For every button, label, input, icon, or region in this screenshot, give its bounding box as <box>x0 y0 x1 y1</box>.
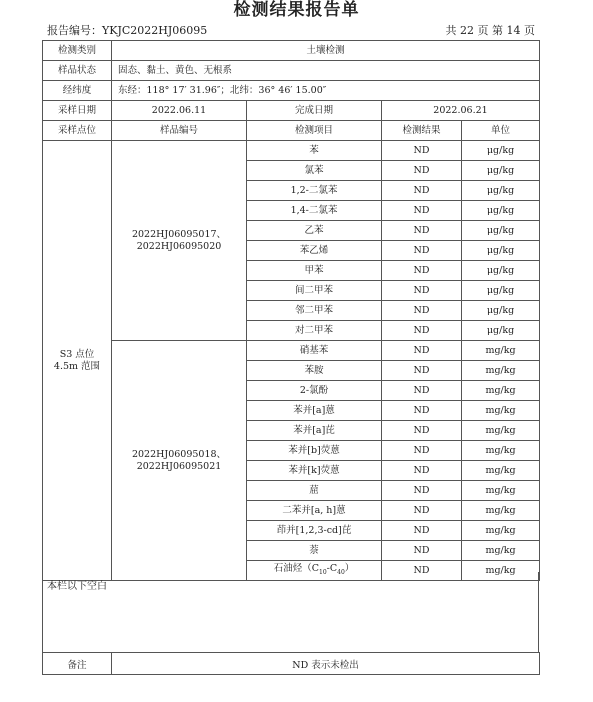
item-cell: 苯并[a]芘 <box>247 421 382 441</box>
item-cell: 甲苯 <box>247 261 382 281</box>
item-cell: 苯 <box>247 141 382 161</box>
item-cell: 1,2-二氯苯 <box>247 181 382 201</box>
result-cell: ND <box>382 181 462 201</box>
unit-cell: mg/kg <box>462 421 540 441</box>
category-label: 检测类别 <box>43 41 112 61</box>
item-cell: 萘 <box>247 541 382 561</box>
report-title: 检测结果报告单 <box>233 0 360 20</box>
table-row <box>43 141 540 161</box>
result-cell: ND <box>382 461 462 481</box>
item-text-part: -C <box>326 562 338 574</box>
unit-cell: mg/kg <box>462 561 540 581</box>
item-cell: 苯并[a]蒽 <box>247 401 382 421</box>
unit-cell: mg/kg <box>462 481 540 501</box>
result-cell: ND <box>382 401 462 421</box>
unit-cell: μg/kg <box>462 201 540 221</box>
unit-cell: mg/kg <box>462 401 540 421</box>
table-row <box>43 341 540 361</box>
coord-label: 经纬度 <box>43 81 112 101</box>
column-header-row <box>43 121 540 141</box>
result-table <box>42 40 540 581</box>
result-cell: ND <box>382 201 462 221</box>
item-cell: 茚并[1,2,3-cd]芘 <box>247 521 382 541</box>
coord-value: 东经：118° 17′ 31.96″；北纬：36° 46′ 15.00″ <box>112 81 540 101</box>
result-cell: ND <box>382 501 462 521</box>
col-result: 检测结果 <box>382 121 462 141</box>
unit-cell: μg/kg <box>462 261 540 281</box>
sample-date-value: 2022.06.11 <box>112 101 247 121</box>
unit-cell: mg/kg <box>462 541 540 561</box>
result-cell: ND <box>382 281 462 301</box>
unit-cell: μg/kg <box>462 321 540 341</box>
result-cell: ND <box>382 421 462 441</box>
item-cell: 二苯并[a, h]蒽 <box>247 501 382 521</box>
state-label: 样品状态 <box>43 61 112 81</box>
unit-cell: mg/kg <box>462 461 540 481</box>
item-cell: 对二甲苯 <box>247 321 382 341</box>
state-row <box>43 61 540 81</box>
blank-area <box>42 572 539 653</box>
unit-cell: μg/kg <box>462 241 540 261</box>
unit-cell: μg/kg <box>462 301 540 321</box>
remark-value: ND 表示未检出 <box>112 653 540 675</box>
col-site: 采样点位 <box>43 121 112 141</box>
state-value: 固态、黏土、黄色、无根系 <box>112 61 540 81</box>
col-item: 检测项目 <box>247 121 382 141</box>
result-cell: ND <box>382 481 462 501</box>
item-text-part: 石油烃（C <box>273 562 319 574</box>
sample-date-label: 采样日期 <box>43 101 112 121</box>
result-cell: ND <box>382 381 462 401</box>
item-cell: 䓛 <box>247 481 382 501</box>
item-cell: 苯胺 <box>247 361 382 381</box>
remark-row <box>43 653 540 675</box>
unit-cell: mg/kg <box>462 521 540 541</box>
result-cell: ND <box>382 221 462 241</box>
unit-cell: μg/kg <box>462 181 540 201</box>
item-cell: 硝基苯 <box>247 341 382 361</box>
col-sample-no: 样品编号 <box>112 121 247 141</box>
remark-table <box>42 652 540 675</box>
item-cell: 苯乙烯 <box>247 241 382 261</box>
unit-cell: μg/kg <box>462 221 540 241</box>
remark-label: 备注 <box>43 653 112 675</box>
unit-cell: mg/kg <box>462 501 540 521</box>
category-row <box>43 41 540 61</box>
item-text-part: ） <box>344 562 355 574</box>
unit-cell: μg/kg <box>462 161 540 181</box>
finish-date-label: 完成日期 <box>247 101 382 121</box>
category-value: 土壤检测 <box>112 41 540 61</box>
result-cell: ND <box>382 521 462 541</box>
coord-row <box>43 81 540 101</box>
result-cell: ND <box>382 241 462 261</box>
item-cell: 间二甲苯 <box>247 281 382 301</box>
result-cell: ND <box>382 141 462 161</box>
unit-cell: mg/kg <box>462 381 540 401</box>
site-cell: S3 点位 4.5m 范围 <box>43 141 112 581</box>
result-cell: ND <box>382 361 462 381</box>
report-number: 报告编号：YKJC2022HJ06095 <box>47 24 208 37</box>
col-unit: 单位 <box>462 121 540 141</box>
item-cell: 1,4-二氯苯 <box>247 201 382 221</box>
unit-cell: mg/kg <box>462 361 540 381</box>
item-cell: 2-氯酚 <box>247 381 382 401</box>
unit-cell: mg/kg <box>462 341 540 361</box>
result-cell: ND <box>382 321 462 341</box>
finish-date-value: 2022.06.21 <box>382 101 540 121</box>
result-cell: ND <box>382 561 462 581</box>
sample-no-cell: 2022HJ06095018、 2022HJ06095021 <box>112 341 247 581</box>
result-cell: ND <box>382 261 462 281</box>
blank-note: 本栏以下空白 <box>47 581 107 592</box>
sample-no-cell: 2022HJ06095017、 2022HJ06095020 <box>112 141 247 341</box>
unit-cell: mg/kg <box>462 441 540 461</box>
result-cell: ND <box>382 301 462 321</box>
item-cell: 氯苯 <box>247 161 382 181</box>
date-row <box>43 101 540 121</box>
item-text-part: 40 <box>337 568 345 576</box>
item-text-part: 10 <box>319 568 327 576</box>
page-info: 共 22 页 第 14 页 <box>445 24 535 37</box>
result-cell: ND <box>382 441 462 461</box>
item-cell: 乙苯 <box>247 221 382 241</box>
result-cell: ND <box>382 161 462 181</box>
unit-cell: μg/kg <box>462 141 540 161</box>
item-cell: 邻二甲苯 <box>247 301 382 321</box>
result-cell: ND <box>382 341 462 361</box>
item-cell: 苯并[k]荧蒽 <box>247 461 382 481</box>
result-cell: ND <box>382 541 462 561</box>
item-cell: 苯并[b]荧蒽 <box>247 441 382 461</box>
unit-cell: μg/kg <box>462 281 540 301</box>
